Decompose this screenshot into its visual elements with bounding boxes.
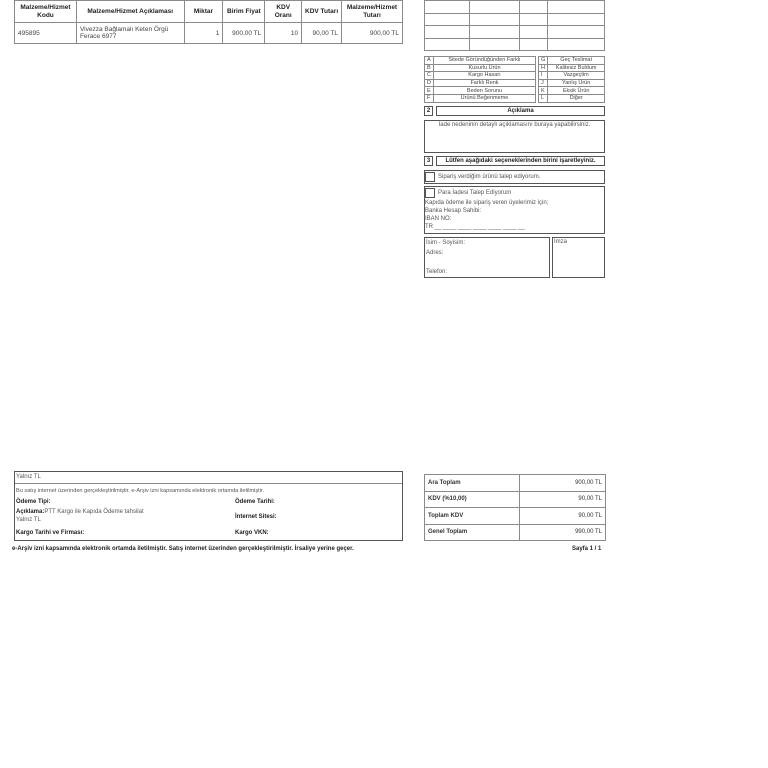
col-quantity: Miktar	[184, 1, 223, 23]
reason-text: Geç Teslimat	[548, 57, 605, 65]
reason-code: G	[539, 57, 548, 65]
reason-row	[425, 72, 605, 80]
cell-description: Vivezza Bağlamalı Keten Örgü Ferace 6977	[76, 23, 184, 44]
contact-box[interactable]	[424, 237, 550, 278]
reason-code: H	[539, 64, 548, 72]
checkbox-refund[interactable]	[425, 188, 435, 198]
refund-bank-details	[425, 199, 548, 231]
reason-code: I	[539, 72, 548, 80]
reason-code: K	[539, 87, 548, 95]
reason-row	[425, 87, 605, 95]
cell-code: 495895	[15, 23, 77, 44]
refund-line: IBAN NO:	[425, 216, 452, 222]
cargo-vkn-label: Kargo VKN:	[235, 530, 269, 536]
section-3-number: 3	[424, 156, 433, 166]
col-code: Malzeme/Hizmet Kodu	[15, 1, 77, 23]
section-2-title: Açıklama	[436, 106, 605, 116]
cell-vat-rate: 10	[265, 23, 302, 44]
reason-code: J	[539, 79, 548, 87]
description-label: Açıklama:	[16, 509, 45, 515]
explanation-placeholder: İade nedeninin detaylı açıklamasını buraya yapabilirsiniz.	[438, 122, 591, 128]
refund-line: Banka Hesap Sahibi:	[425, 208, 482, 214]
refund-line: Kapıda ödeme ile sipariş veren üyelerimiz için;	[425, 200, 549, 206]
explanation-box[interactable]	[424, 120, 605, 153]
vat-rate-label: KDV (%10,00)	[425, 491, 520, 508]
reason-text: Sitede Göründüğünden Farklı	[434, 57, 536, 65]
reason-code: D	[425, 79, 434, 87]
col-vat-amount: KDV Tutarı	[302, 1, 342, 23]
table-row	[15, 23, 403, 44]
cell-unit-price: 900,00 TL	[223, 23, 265, 44]
option-refund-label: Para İadesi Talep Ediyorum	[438, 190, 512, 196]
reason-code: B	[425, 64, 434, 72]
summary-box	[14, 471, 403, 541]
items-header-row	[15, 1, 403, 23]
reason-text: Vazgeçtim	[548, 72, 605, 80]
total-in-words: Yalnız TL	[16, 474, 41, 480]
total-vat-label: Toplam KDV	[425, 508, 520, 525]
grand-total-value: 990,00 TL	[520, 524, 606, 541]
reason-code: L	[539, 94, 548, 102]
reason-text: Diğer	[548, 94, 605, 102]
contact-phone-label: Telefon:	[426, 269, 448, 275]
col-vat-rate: KDV Oranı	[265, 1, 302, 23]
option-request-product[interactable]	[424, 170, 605, 184]
cargo-date-label: Kargo Tarihi ve Firması:	[16, 530, 85, 536]
signature-label: İmza	[554, 239, 568, 245]
contact-address-label: Adres:	[426, 250, 444, 256]
cell-vat-amount: 90,00 TL	[302, 23, 342, 44]
return-items-grid	[424, 0, 605, 51]
col-total: Malzeme/Hizmet Tutarı	[342, 1, 403, 23]
website-label: İnternet Sitesi:	[235, 514, 277, 520]
reason-text: Farklı Renk	[434, 79, 536, 87]
contact-name-label: İsim - Soyisim:	[426, 240, 465, 246]
footer-note: e-Arşiv izni kapsamında elektronik ortamda iletilmiştir. Satış internet üzerinden gerçekleştirilmiştir. İrsaliye yerine geçer.	[12, 546, 354, 552]
reason-row	[425, 64, 605, 72]
reason-row	[425, 57, 605, 65]
refund-line: TR __ ____ ____ ____ ____ ____ __	[425, 224, 525, 230]
signature-box[interactable]	[552, 237, 605, 278]
reason-code: F	[425, 94, 434, 102]
col-unit-price: Birim Fiyat	[223, 1, 265, 23]
reason-text: Beden Sorunu	[434, 87, 536, 95]
description-value-2: Yalnız TL	[16, 517, 41, 523]
subtotal-label: Ara Toplam	[425, 475, 520, 492]
subtotal-value: 900,00 TL	[520, 475, 606, 492]
option-refund[interactable]	[424, 186, 605, 234]
reason-row	[425, 79, 605, 87]
totals-table	[424, 474, 606, 541]
reason-text: Kusurlu Ürün	[434, 64, 536, 72]
total-vat-value: 90,00 TL	[520, 508, 606, 525]
description-value: PTT Kargo ile Kapıda Ödeme tahsilat	[44, 509, 144, 515]
payment-date-label: Ödeme Tarihi:	[235, 499, 275, 505]
reason-code: C	[425, 72, 434, 80]
option-request-product-label: Sipariş verdiğim ürünü talep ediyorum.	[438, 174, 541, 180]
cell-total: 900,00 TL	[342, 23, 403, 44]
cell-quantity: 1	[184, 23, 223, 44]
reason-text: Eksik Ürün	[548, 87, 605, 95]
grand-total-label: Genel Toplam	[425, 524, 520, 541]
vat-rate-value: 90,00 TL	[520, 491, 606, 508]
section-3-title: Lütfen aşağıdaki seçeneklerinden birini işaretleyiniz.	[436, 156, 605, 166]
return-reason-codes	[424, 56, 605, 103]
reason-text: Kalitesiz Buldum	[548, 64, 605, 72]
summary-divider	[15, 483, 402, 484]
checkbox-request-product[interactable]	[425, 172, 435, 182]
sale-note: Bu satış internet üzerinden gerçekleştirilmiştir. e-Arşiv izni kapsamında elektronik ortamda iletilmiştir.	[16, 488, 265, 494]
table-row	[425, 491, 606, 508]
reason-text: Kargo Hasarı	[434, 72, 536, 80]
items-table	[14, 0, 403, 44]
reason-row	[425, 94, 605, 102]
section-2-number: 2	[424, 106, 433, 116]
reason-code: A	[425, 57, 434, 65]
payment-type-label: Ödeme Tipi:	[16, 499, 51, 505]
reason-text: Ürünü Beğenmeme	[434, 94, 536, 102]
table-row	[425, 508, 606, 525]
table-row	[425, 524, 606, 541]
table-row	[425, 475, 606, 492]
reason-code: E	[425, 87, 434, 95]
description-row	[16, 509, 144, 515]
page-number: Sayfa 1 / 1	[572, 546, 602, 552]
reason-text: Yanlış Ürün	[548, 79, 605, 87]
col-description: Malzeme/Hizmet Açıklaması	[76, 1, 184, 23]
